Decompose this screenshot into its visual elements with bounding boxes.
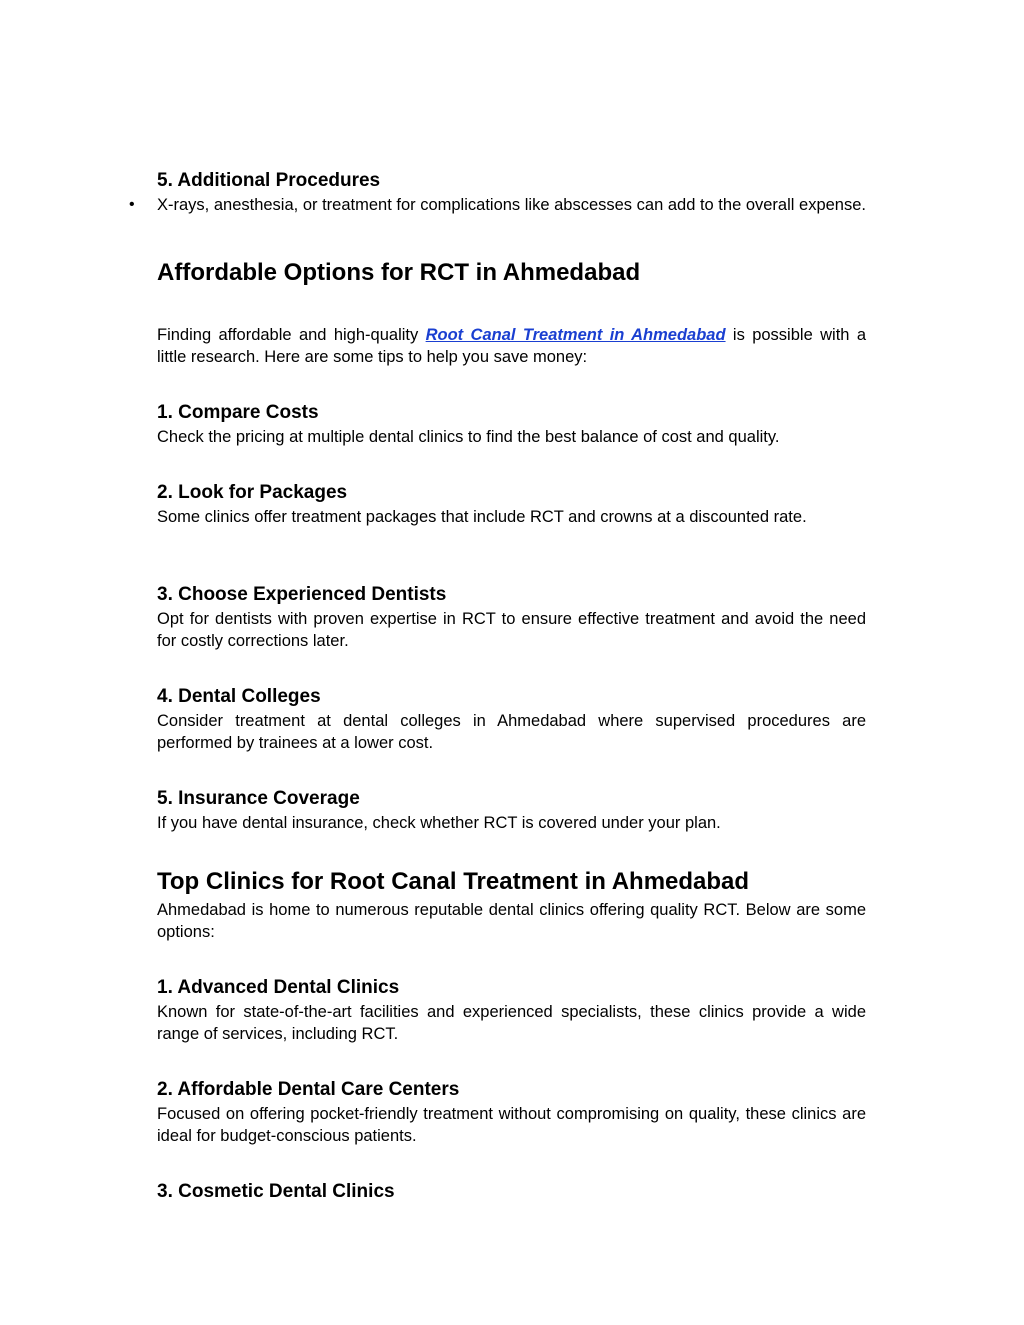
tip-title: 3. Choose Experienced Dentists [157, 584, 447, 605]
clinic-title: 1. Advanced Dental Clinics [157, 977, 400, 998]
bullet-text: X-rays, anesthesia, or treatment for complications like abscesses can add to the overall expense. [157, 196, 866, 214]
tip-text: Some clinics offer treatment packages that include RCT and crowns at a discounted rate. [157, 508, 807, 526]
tip-text: Opt for dentists with proven expertise in RCT to ensure effective treatment and avoid the need for costly corrections later. [157, 610, 866, 650]
additional-procedures-heading: 5. Additional Procedures [157, 170, 381, 191]
top-clinics-heading: Top Clinics for Root Canal Treatment in Ahmedabad [157, 868, 750, 895]
root-canal-treatment-link[interactable]: Root Canal Treatment in Ahmedabad [425, 326, 726, 344]
top-clinics-intro: Ahmedabad is home to numerous reputable dental clinics offering quality RCT. Below are some options: [157, 901, 866, 941]
affordable-intro-before: Finding affordable and high-quality [157, 326, 426, 344]
tip-title: 2. Look for Packages [157, 482, 348, 503]
affordable-intro-after: is possible with a little research. Here are some tips to help you save money: [157, 326, 866, 366]
tip-title: 4. Dental Colleges [157, 686, 321, 707]
affordable-intro [157, 324, 866, 368]
clinic-text: Known for state-of-the-art facilities and experienced specialists, these clinics provide a wide range of services, including RCT. [157, 1003, 866, 1043]
tip-text: Check the pricing at multiple dental clinics to find the best balance of cost and quality. [157, 428, 780, 446]
clinic-title: 3. Cosmetic Dental Clinics [157, 1181, 395, 1202]
document-page [129, 0, 866, 1325]
bullet-icon: • [129, 196, 135, 213]
affordable-options-heading: Affordable Options for RCT in Ahmedabad [157, 259, 641, 286]
clinic-text: Focused on offering pocket-friendly treatment without compromising on quality, these clinics are ideal for budget-conscious patients. [157, 1105, 866, 1145]
clinic-title: 2. Affordable Dental Care Centers [157, 1079, 460, 1100]
tip-title: 5. Insurance Coverage [157, 788, 360, 809]
tip-text: Consider treatment at dental colleges in Ahmedabad where supervised procedures are performed by trainees at a lower cost. [157, 712, 866, 752]
additional-procedures-bullet [129, 194, 866, 216]
tip-text: If you have dental insurance, check whether RCT is covered under your plan. [157, 814, 721, 832]
tip-title: 1. Compare Costs [157, 402, 319, 423]
